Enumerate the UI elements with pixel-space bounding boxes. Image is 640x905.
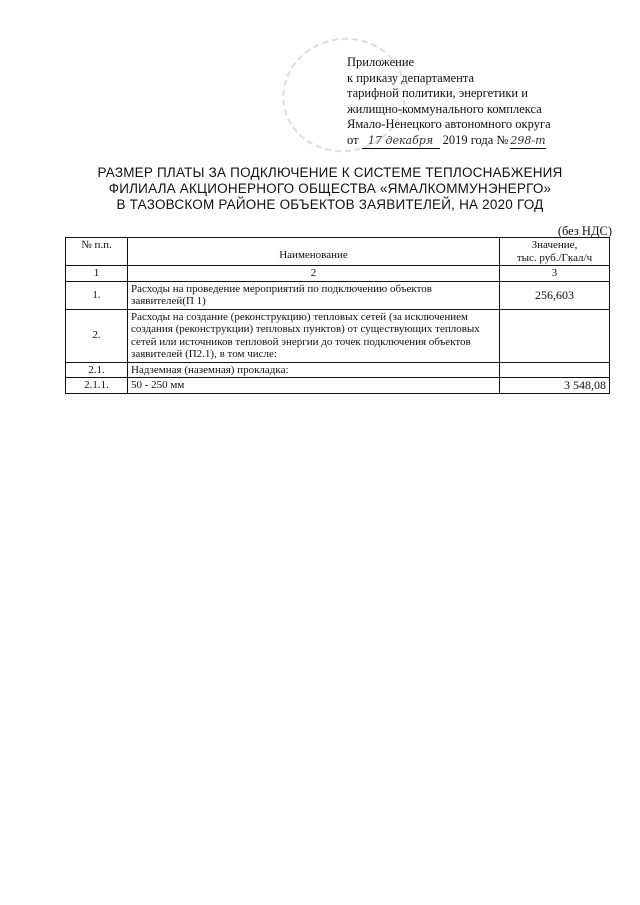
- title-line: РАЗМЕР ПЛАТЫ ЗА ПОДКЛЮЧЕНИЕ К СИСТЕМЕ ТЕПЛОСНАБЖЕНИЯ: [97, 165, 563, 180]
- row-name: Надземная (наземная) прокладка:: [128, 362, 500, 378]
- row-number: 2.1.1.: [66, 378, 128, 394]
- table-row: [66, 378, 610, 394]
- header-number: № п.п.: [66, 238, 128, 266]
- index-cell: 1: [66, 266, 128, 282]
- row-number: 2.1.: [66, 362, 128, 378]
- row-number: 1.: [66, 281, 128, 309]
- handwritten-date: 17 декабря: [367, 133, 434, 147]
- row-value: [500, 309, 610, 362]
- title-line: ФИЛИАЛА АКЦИОНЕРНОГО ОБЩЕСТВА «ЯМАЛКОММУНЭНЕРГО»: [108, 181, 552, 196]
- appendix-line: к приказу департамента: [347, 70, 475, 85]
- row-value: 256,603: [500, 281, 610, 309]
- header-name: Наименование: [128, 238, 500, 266]
- appendix-line: Приложение: [347, 55, 415, 69]
- document-title: [60, 165, 600, 213]
- date-prefix: от: [347, 132, 359, 147]
- vat-note: (без НДС): [557, 224, 612, 238]
- row-number: 2.: [66, 309, 128, 362]
- row-value: [500, 362, 610, 378]
- index-cell: 3: [500, 266, 610, 282]
- index-cell: 2: [128, 266, 500, 282]
- table-row: [66, 362, 610, 378]
- header-value-line: Значение,: [531, 239, 578, 251]
- header-value-unit: тыс. руб./Гкал/ч: [516, 251, 593, 264]
- fee-table: [65, 237, 610, 394]
- appendix-line: тарифной политики, энергетики и: [347, 86, 528, 100]
- row-value: 3 548,08: [500, 378, 610, 394]
- appendix-block: [347, 55, 551, 149]
- handwritten-order-number: 298-т: [510, 133, 546, 147]
- row-name: 50 - 250 мм: [128, 378, 500, 394]
- order-year: 2019 года №: [442, 132, 509, 147]
- table-row: [66, 281, 610, 309]
- table-index-row: [66, 266, 610, 282]
- row-name: Расходы на проведение мероприятий по подключению объектов заявителей(П 1): [128, 281, 500, 309]
- row-name: Расходы на создание (реконструкцию) тепловых сетей (за исключением создания (реконструкции) тепловых пунктов) от существующих тепловых сетей или источников тепловой энергии до точек подключения объектов заявителей (П2.1), в том числе:: [128, 309, 500, 362]
- table-row: [66, 309, 610, 362]
- appendix-line: жилищно-коммунального комплекса: [347, 101, 542, 116]
- appendix-line: Ямало-Ненецкого автономного округа: [347, 117, 551, 131]
- order-date-row: [347, 133, 551, 150]
- header-value: [500, 238, 610, 266]
- table-header-row: [66, 238, 610, 266]
- title-line: В ТАЗОВСКОМ РАЙОНЕ ОБЪЕКТОВ ЗАЯВИТЕЛЕЙ, НА 2020 ГОД: [116, 197, 544, 212]
